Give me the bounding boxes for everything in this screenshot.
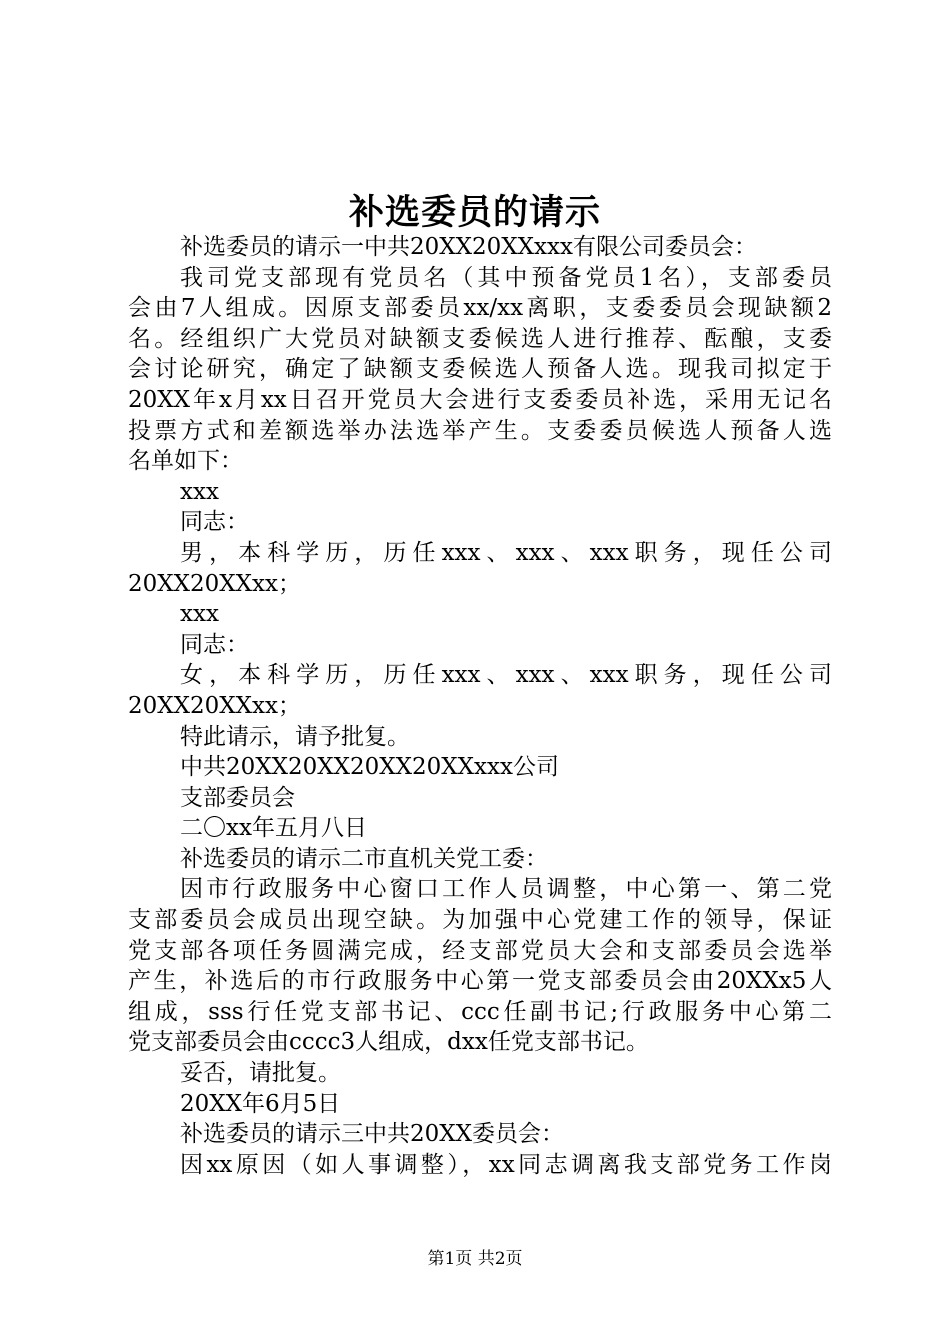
body-line: 产生，补选后的市行政服务中心第一党支部委员会由20XXx5人 [128,968,832,995]
body-line: 特此请示，请予批复。 [180,723,410,750]
body-line: 会由7人组成。因原支部委员xx/xx离职，支委委员会现缺额2 [128,295,832,322]
body-line: 女，本科学历，历任xxx、xxx、xxx职务，现任公司 [180,662,832,689]
body-line: 20XX20XXxx； [128,570,301,597]
body-line: 20XX年6月5日 [180,1090,341,1117]
body-line: 补选委员的请示二市直机关党工委： [180,845,548,872]
body-line: 同志： [180,631,249,658]
body-line: 因市行政服务中心窗口工作人员调整，中心第一、第二党 [180,876,832,903]
body-line: 男，本科学历，历任xxx、xxx、xxx职务，现任公司 [180,539,832,566]
body-line: xxx [180,478,219,505]
body-line: 我司党支部现有党员名（其中预备党员1名），支部委员 [180,264,832,291]
body-line: 名。经组织广大党员对缺额支委候选人进行推荐、酝酿，支委 [128,325,832,352]
body-line: 补选委员的请示三中共20XX委员会： [180,1121,565,1148]
body-line: 补选委员的请示一中共20XX20XXxxx有限公司委员会： [180,234,757,260]
body-line: 支部委员会 [180,784,295,811]
body-line: 党支部各项任务圆满完成，经支部党员大会和支部委员会选举 [128,937,832,964]
body-line: 二〇xx年五月八日 [180,815,367,842]
body-line: 支部委员会成员出现空缺。为加强中心党建工作的领导，保证 [128,907,832,934]
body-line: xxx [180,601,219,628]
body-line: 20XX20XXxx； [128,692,301,719]
body-line: 组成，sss行任党支部书记、ccc任副书记;行政服务中心第二 [128,998,832,1025]
body-line: 投票方式和差额选举办法选举产生。支委委员候选人预备人选 [128,417,832,444]
body-line: 会讨论研究，确定了缺额支委候选人预备人选。现我司拟定于 [128,356,832,383]
body-line: 同志： [180,509,249,536]
body-line: 因xx原因（如人事调整），xx同志调离我支部党务工作岗 [180,1151,832,1178]
page-footer: 第1页 共2页 [427,1249,523,1269]
body-line: 中共20XX20XX20XX20XXxxx公司 [180,754,559,781]
document-body [128,232,832,1180]
body-line: 20XX年x月xx日召开党员大会进行支委委员补选，采用无记名 [128,386,832,413]
body-line: 党支部委员会由cccc3人组成，dxx任党支部书记。 [128,1029,649,1056]
document-title: 补选委员的请示 [348,193,601,233]
body-line: 妥否，请批复。 [180,1060,341,1087]
body-line: 名单如下： [128,448,243,475]
